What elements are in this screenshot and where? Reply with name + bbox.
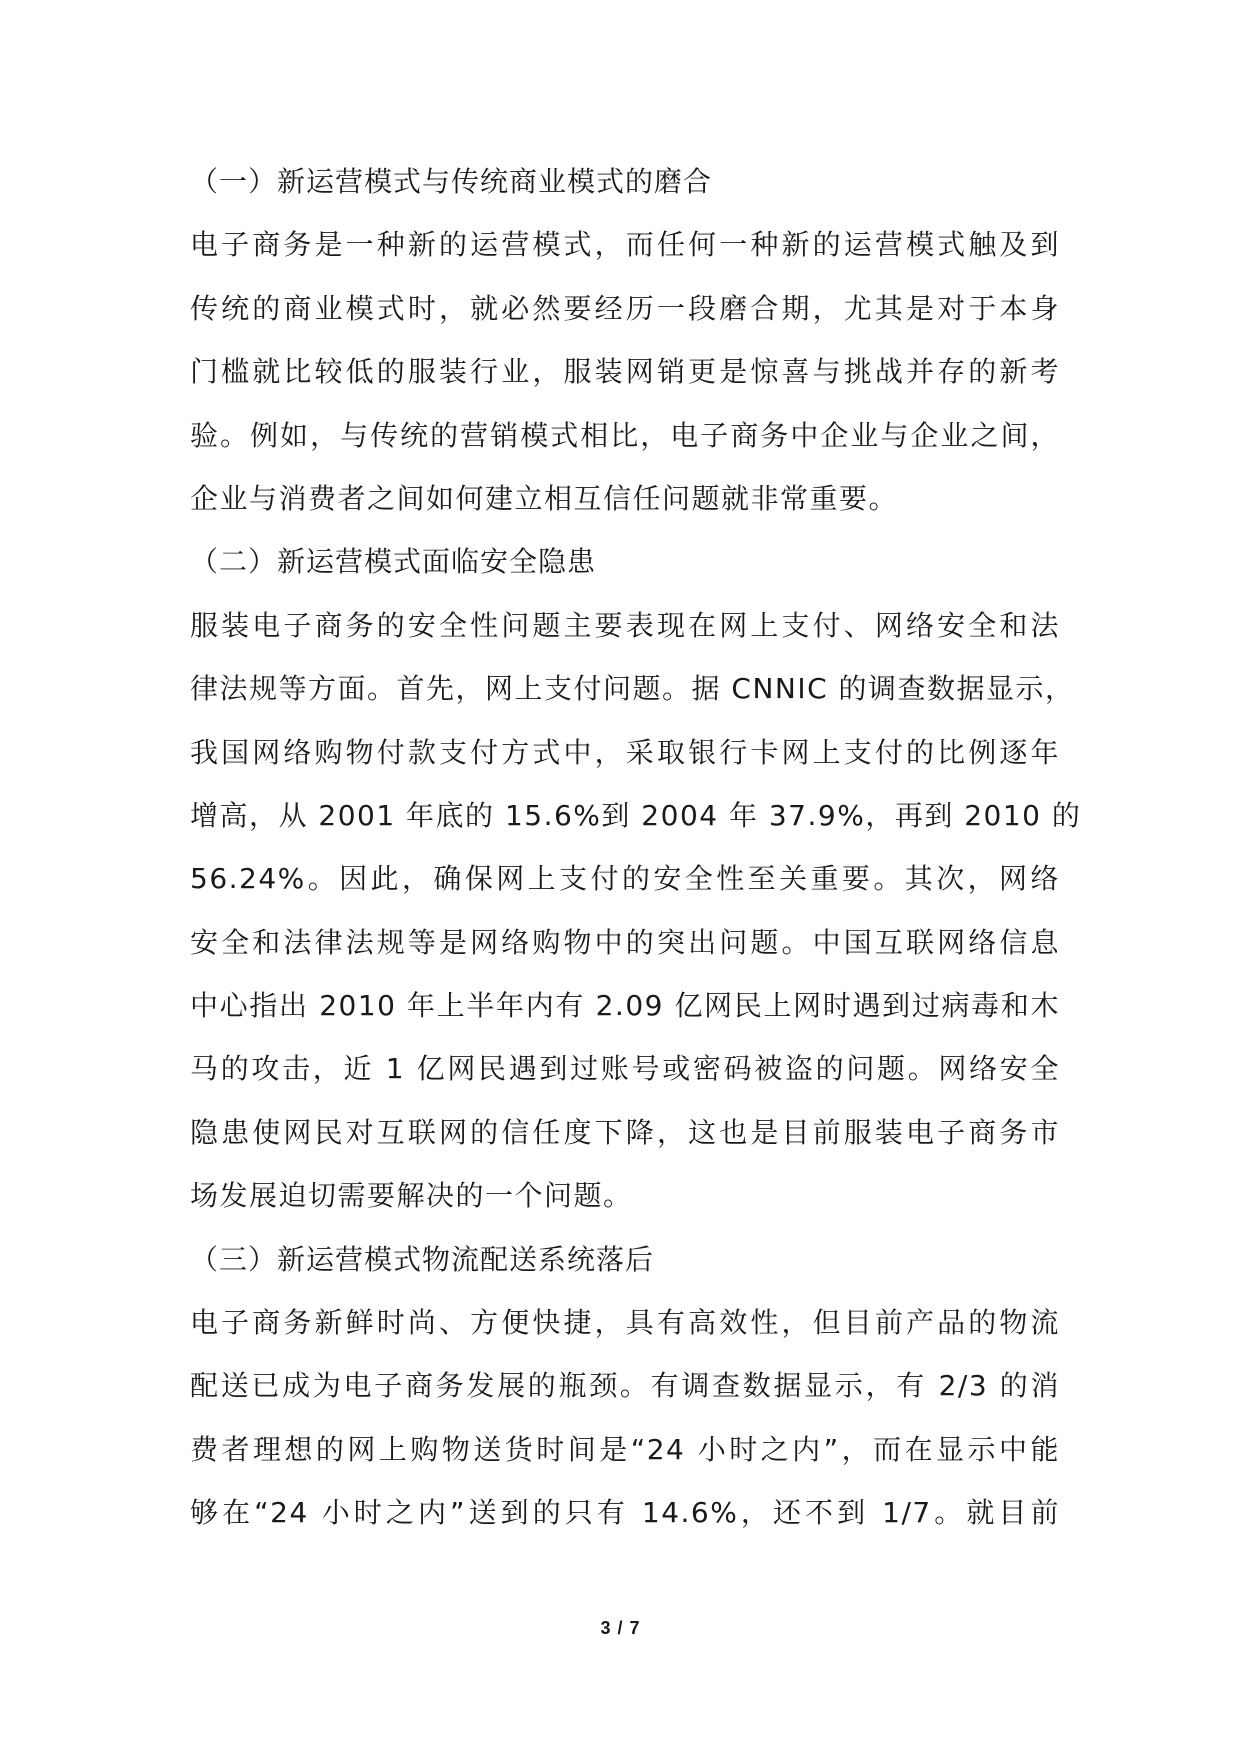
paragraph-line: 安全和法律法规等是网络购物中的突出问题。中国互联网络信息 — [190, 925, 1060, 959]
section-heading: （一）新运营模式与传统商业模式的磨合 — [190, 165, 713, 198]
paragraph-line: 律法规等方面。首先，网上支付问题。据 CNNIC 的调查数据显示， — [190, 672, 1075, 706]
paragraph-line: 电子商务是一种新的运营模式，而任何一种新的运营模式触及到 — [190, 228, 1060, 262]
paragraph-line: 验。例如，与传统的营销模式相比，电子商务中企业与企业之间， — [190, 418, 1060, 452]
paragraph-line: 中心指出 2010 年上半年内有 2.09 亿网民上网时遇到过病毒和木 — [190, 989, 1060, 1023]
paragraph-line: 马的攻击，近 1 亿网民遇到过账号或密码被盗的问题。网络安全 — [190, 1052, 1060, 1086]
section-heading: （二）新运营模式面临安全隐患 — [190, 545, 597, 579]
paragraph-line: 配送已成为电子商务发展的瓶颈。有调查数据显示，有 2/3 的消 — [190, 1369, 1060, 1403]
paragraph-line: 门槛就比较低的服装行业，服装网销更是惊喜与挑战并存的新考 — [190, 355, 1060, 389]
paragraph-line: 我国网络购物付款支付方式中，采取银行卡网上支付的比例逐年 — [190, 735, 1060, 769]
paragraph-line: 56.24%。因此，确保网上支付的安全性至关重要。其次，网络 — [190, 862, 1060, 896]
paragraph-line: 场发展迫切需要解决的一个问题。 — [190, 1179, 633, 1213]
paragraph-line: 费者理想的网上购物送货时间是“24 小时之内”，而在显示中能 — [190, 1432, 1060, 1466]
paragraph-line: 够在“24 小时之内”送到的只有 14.6%，还不到 1/7。就目前 — [190, 1496, 1060, 1530]
section-heading: （三）新运营模式物流配送系统落后 — [190, 1242, 655, 1276]
paragraph-line: 企业与消费者之间如何建立相互信任问题就非常重要。 — [190, 481, 899, 515]
paragraph-line: 增高，从 2001 年底的 15.6%到 2004 年 37.9%，再到 2010 的 — [190, 798, 1082, 832]
page-number: 3 / 7 — [600, 1618, 641, 1638]
paragraph-line: 电子商务新鲜时尚、方便快捷，具有高效性，但目前产品的物流 — [190, 1306, 1060, 1340]
paragraph-line: 隐患使网民对互联网的信任度下降，这也是目前服装电子商务市 — [190, 1115, 1060, 1149]
paragraph-line: 传统的商业模式时，就必然要经历一段磨合期，尤其是对于本身 — [190, 291, 1060, 325]
paragraph-line: 服装电子商务的安全性问题主要表现在网上支付、网络安全和法 — [190, 608, 1060, 642]
document-body — [190, 157, 1082, 1552]
